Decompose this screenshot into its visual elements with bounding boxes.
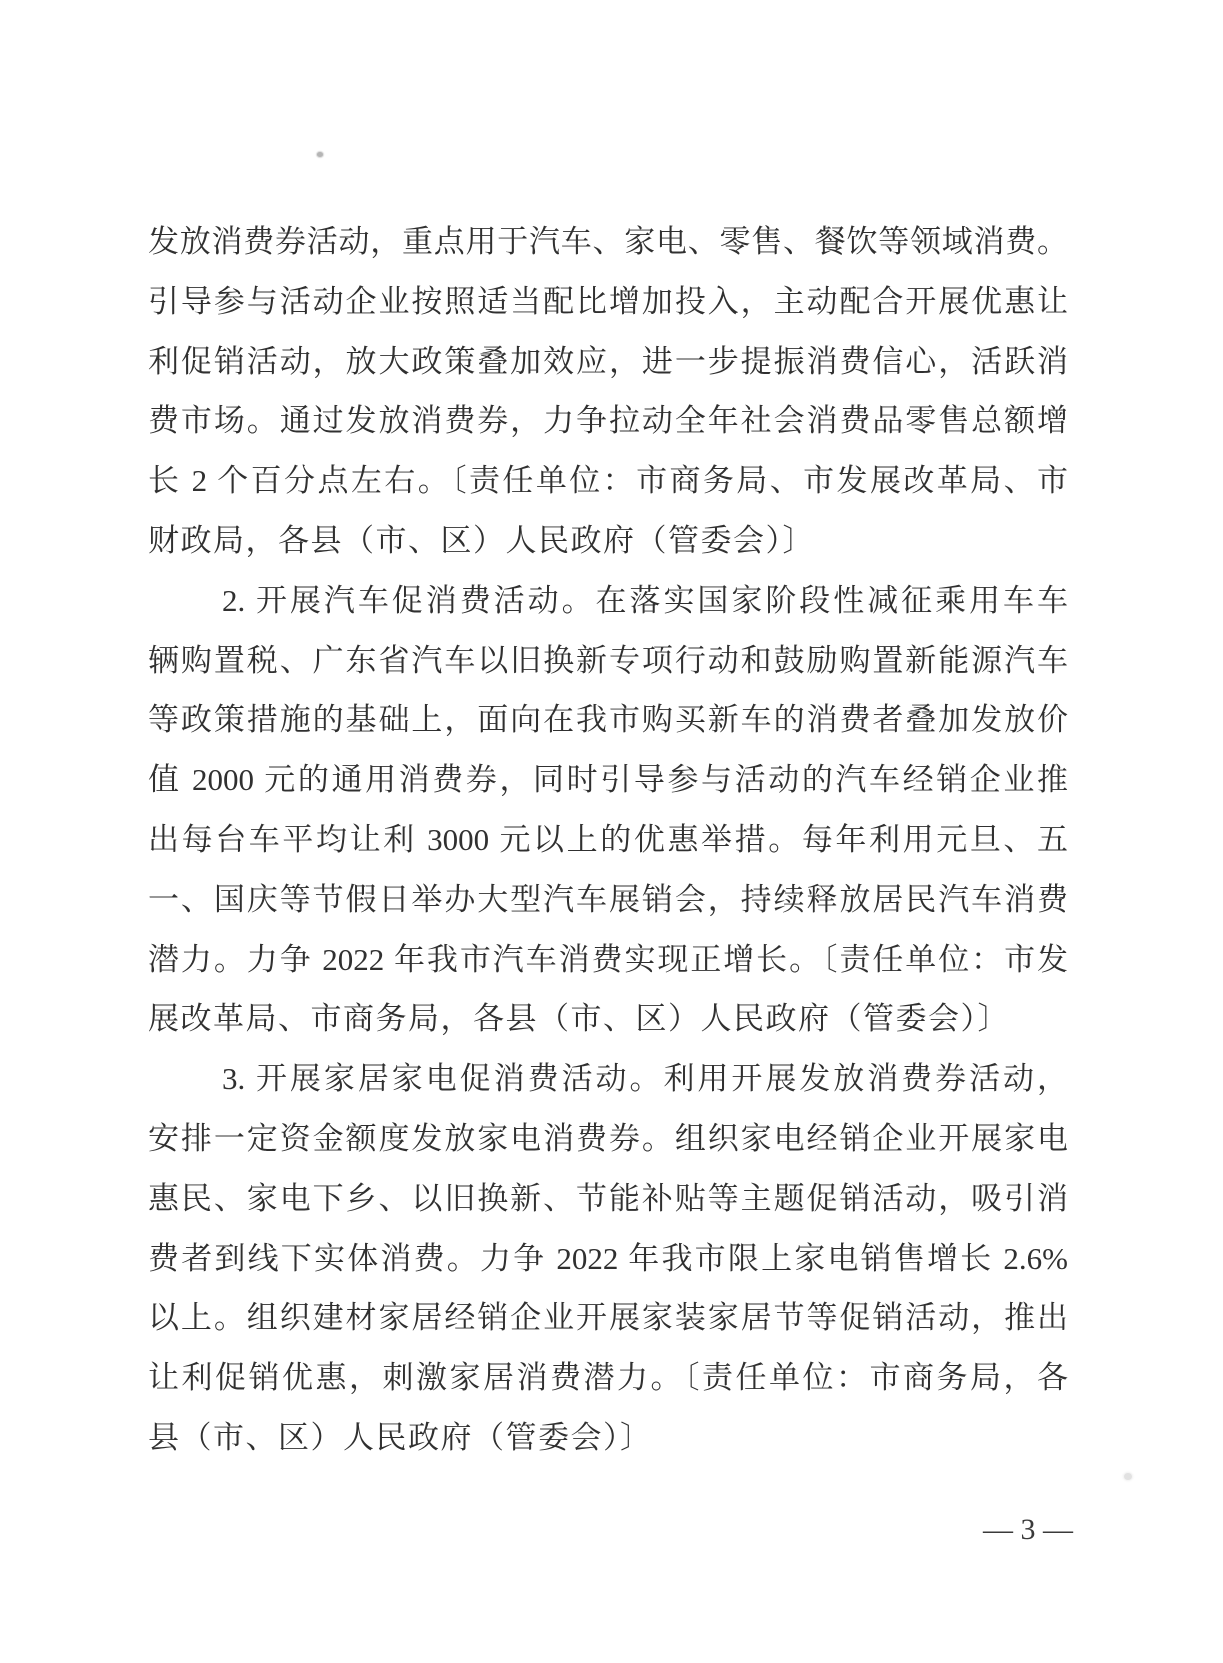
text-line: 引导参与活动企业按照适当配比增加投入，主动配合开展优惠让: [148, 283, 1068, 319]
text-line: 展改革局、市商务局，各县（市、区）人民政府（管委会）〕: [148, 1001, 1010, 1037]
text-line: 出每台车平均让利 3000 元以上的优惠举措。每年利用元旦、五: [148, 821, 1068, 857]
text-line: 长 2 个百分点左右。〔责任单位：市商务局、市发展改革局、市: [148, 463, 1068, 499]
text-line: 财政局，各县（市、区）人民政府（管委会）〕: [148, 522, 815, 558]
text-line: 一、国庆等节假日举办大型汽车展销会，持续释放居民汽车消费: [148, 881, 1068, 917]
text-line: 值 2000 元的通用消费券，同时引导参与活动的汽车经销企业推: [148, 762, 1068, 798]
text-line: 2. 开展汽车促消费活动。在落实国家阶段性减征乘用车车: [222, 582, 1068, 618]
text-line: 辆购置税、广东省汽车以旧换新专项行动和鼓励购置新能源汽车: [148, 642, 1068, 678]
document-body: [148, 212, 1068, 1468]
text-line: 等政策措施的基础上，面向在我市购买新车的消费者叠加发放价: [148, 702, 1068, 738]
scan-artifact-dot: [317, 152, 323, 157]
page-number: — 3 —: [983, 1513, 1073, 1546]
text-line: 3. 开展家居家电促消费活动。利用开展发放消费券活动，: [222, 1061, 1068, 1097]
text-line: 潜力。力争 2022 年我市汽车消费实现正增长。〔责任单位：市发: [148, 941, 1068, 977]
text-line: 利促销活动，放大政策叠加效应，进一步提振消费信心，活跃消: [148, 343, 1068, 379]
text-line: 发放消费券活动，重点用于汽车、家电、零售、餐饮等领域消费。: [148, 224, 1068, 259]
scan-artifact-dot: [1124, 1473, 1132, 1480]
text-line: 费者到线下实体消费。力争 2022 年我市限上家电销售增长 2.6%: [148, 1240, 1068, 1276]
text-line: 让利促销优惠，刺激家居消费潜力。〔责任单位：市商务局，各: [148, 1360, 1068, 1396]
text-line: 安排一定资金额度发放家电消费券。组织家电经销企业开展家电: [148, 1120, 1068, 1156]
text-line: 惠民、家电下乡、以旧换新、节能补贴等主题促销活动，吸引消: [148, 1180, 1068, 1216]
text-line: 费市场。通过发放消费券，力争拉动全年社会消费品零售总额增: [148, 403, 1068, 439]
text-line: 县（市、区）人民政府（管委会）〕: [148, 1419, 653, 1455]
text-line: 以上。组织建材家居经销企业开展家装家居节等促销活动，推出: [148, 1300, 1068, 1336]
